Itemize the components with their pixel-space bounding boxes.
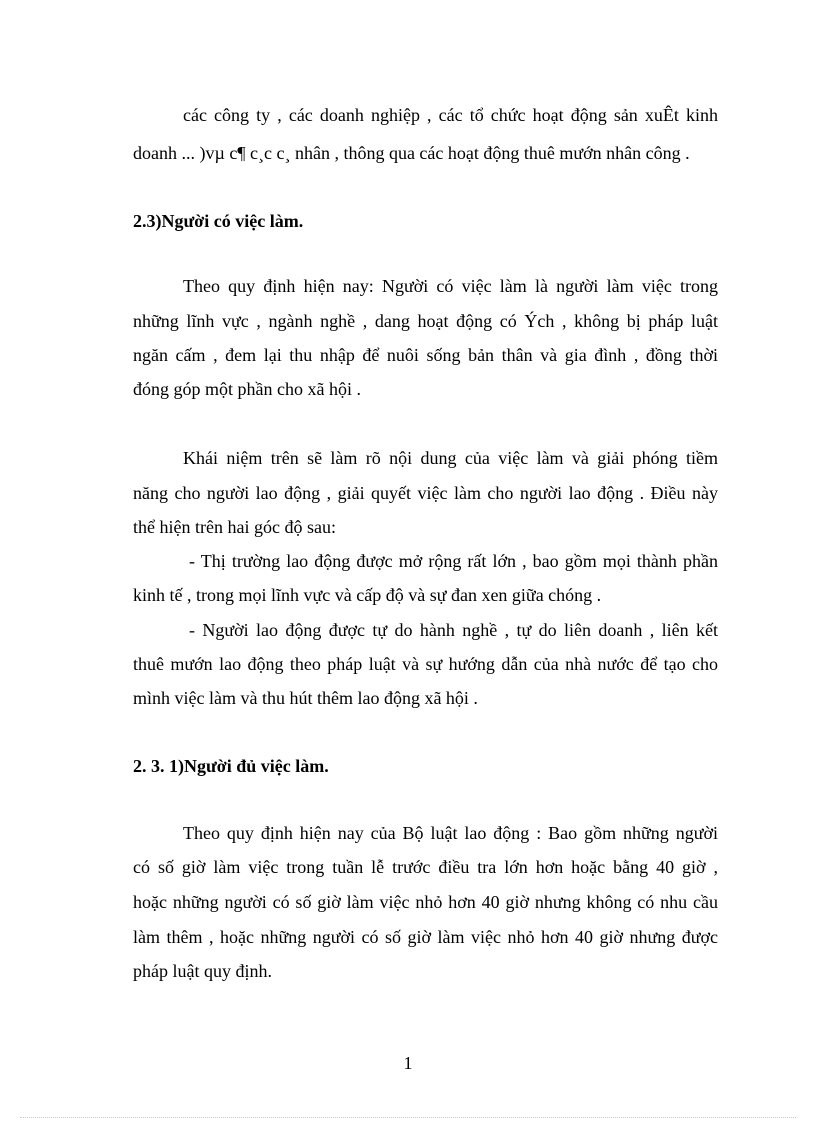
- paragraph-line: thuê mướn lao động theo pháp luật và sự hướng dẫn của nhà nước để tạo cho: [133, 654, 718, 674]
- paragraph-line: doanh ... )vµ c¶ c¸c c¸ nhân , thông qua các hoạt động thuê mướn nhân công .: [133, 143, 690, 163]
- paragraph-line: các công ty , các doanh nghiệp , các tổ chức hoạt động sản xuÊt kinh: [183, 105, 718, 125]
- bullet-line: - Người lao động được tự do hành nghề , tự do liên doanh , liên kết: [189, 620, 718, 640]
- bullet-line: - Thị trường lao động được mở rộng rất lớn , bao gồm mọi thành phần: [189, 551, 718, 571]
- paragraph-line: thể hiện trên hai góc độ sau:: [133, 517, 336, 537]
- section-heading: 2. 3. 1)Người đủ việc làm.: [133, 756, 329, 776]
- paragraph-line: làm thêm , hoặc những người có số giờ làm việc nhỏ hơn 40 giờ nhưng được: [133, 927, 718, 947]
- page-number: 1: [403, 1053, 413, 1073]
- paragraph-line: ngăn cấm , đem lại thu nhập để nuôi sống bản thân và gia đình , đồng thời: [133, 345, 718, 365]
- paragraph-line: có số giờ làm việc trong tuần lễ trước điều tra lớn hơn hoặc bằng 40 giờ ,: [133, 857, 718, 877]
- paragraph-line: Theo quy định hiện nay của Bộ luật lao động : Bao gồm những người: [183, 823, 718, 843]
- paragraph-line: năng cho người lao động , giải quyết việc làm cho người lao động . Điều này: [133, 483, 718, 503]
- paragraph-line: hoặc những người có số giờ làm việc nhỏ hơn 40 giờ nhưng không có nhu cầu: [133, 892, 718, 912]
- paragraph-line: những lĩnh vực , ngành nghề , dang hoạt động có Ých , không bị pháp luật: [133, 311, 718, 331]
- paragraph-line: pháp luật quy định.: [133, 961, 272, 981]
- paragraph-line: Khái niệm trên sẽ làm rõ nội dung của việc làm và giải phóng tiềm: [183, 448, 718, 468]
- page-bottom-divider: [20, 1117, 796, 1118]
- paragraph-line: kinh tế , trong mọi lĩnh vực và cấp độ và sự đan xen giữa chóng .: [133, 585, 602, 605]
- paragraph-line: mình việc làm và thu hút thêm lao động xã hội .: [133, 688, 478, 708]
- paragraph-line: Theo quy định hiện nay: Người có việc làm là người làm việc trong: [183, 276, 718, 296]
- paragraph-line: đóng góp một phần cho xã hội .: [133, 379, 361, 399]
- section-heading: 2.3)Người có việc làm.: [133, 211, 304, 231]
